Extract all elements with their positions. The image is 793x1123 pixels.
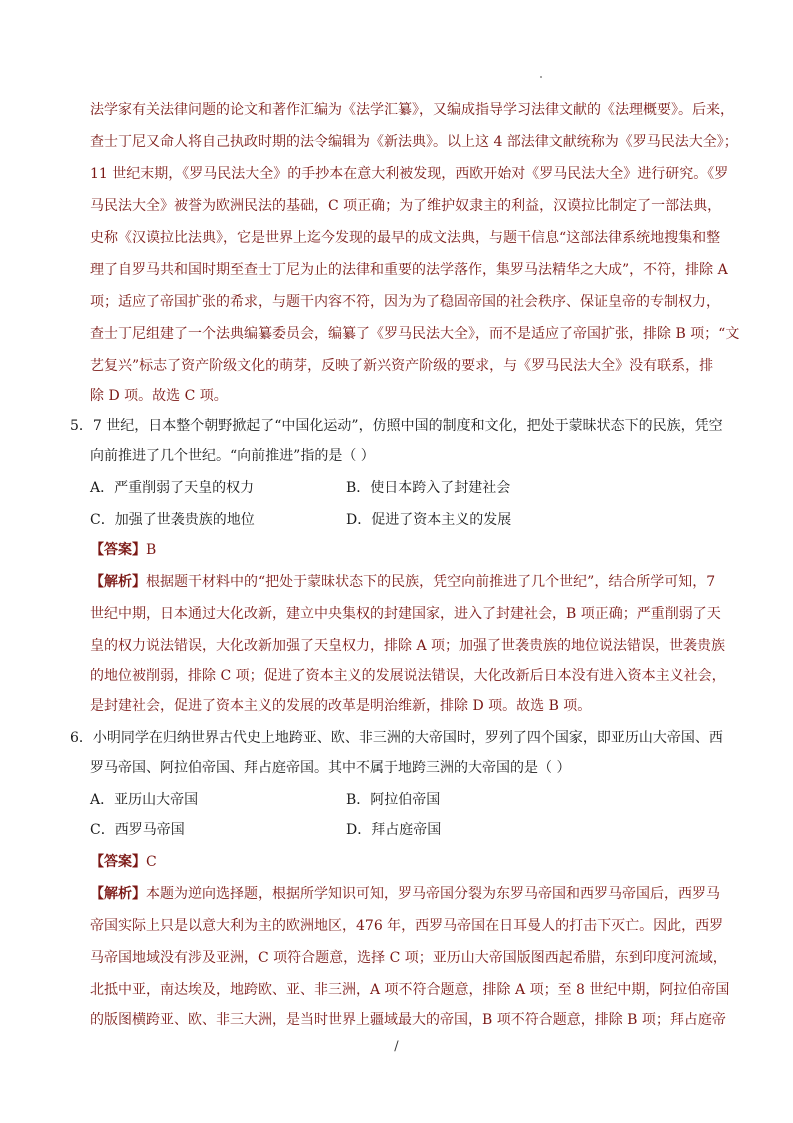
analysis-line: 皇的权力说法错误，大化改新加强了天皇权力，排除 A 项；加强了世袭贵族的地位说法错误，世袭贵族 [90, 638, 726, 654]
question-6-stem: 6．小明同学在归纳世界古代史上地跨亚、欧、非三洲的大帝国时，罗列了四个国家，即亚历山大帝国、西 [70, 730, 723, 746]
analysis-label: 【解析】 [90, 886, 146, 902]
question-5-analysis [90, 572, 740, 592]
paragraph-line: 11 世纪末期，《罗马民法大全》的手抄本在意大利被发现，西欧开始对《罗马民法大全》进行研究。《罗 [90, 166, 729, 182]
paragraph-line: 史称《汉谟拉比法典》，它是世界上迄今发现的最早的成文法典，与题干信息“这部法律系统地搜集和整 [90, 230, 721, 246]
paragraph-line: 理了自罗马共和国时期至查士丁尼为止的法律和重要的法学落作，集罗马法精华之大成”，不符，排除 A [90, 262, 728, 278]
paragraph-line: 马民法大全》被誉为欧洲民法的基础，C 项正确；为了维护奴隶主的利益，汉谟拉比制定了一部法典， [90, 198, 722, 214]
question-6-option-a: A．亚历山大帝国 [90, 792, 199, 808]
question-6-analysis [90, 884, 740, 904]
page-footer: / [394, 1039, 399, 1054]
question-5-stem: 向前推进了几个世纪。“向前推进”指的是（ ） [90, 448, 375, 464]
analysis-line: 的地位被削弱，排除 C 项；促进了资本主义的发展说法错误，大化改新后日本没有进入资本主义社会， [90, 668, 726, 684]
paragraph-line: 除 D 项。故选 C 项。 [90, 388, 228, 404]
analysis-line: 帝国实际上只是以意大利为主的欧洲地区，476 年，西罗马帝国在日耳曼人的打击下灭亡。因此，西罗 [90, 918, 724, 934]
question-6-option-d: D．拜占庭帝国 [346, 822, 442, 838]
question-5-option-a: A．严重削弱了天皇的权力 [90, 480, 255, 496]
analysis-line: 马帝国地域没有涉及亚洲，C 项符合题意，选择 C 项；亚历山大帝国版图西起希腊，东到印度河流域， [90, 950, 727, 966]
answer-value: C [146, 854, 157, 870]
paragraph-line: 法学家有关法律问题的论文和著作汇编为《法学汇纂》，又编成指导学习法律文献的《法理概要》。后来， [90, 102, 734, 118]
paragraph-line: 查士丁尼组建了一个法典编纂委员会，编纂了《罗马民法大全》，而不是适应了帝国扩张，排除 B 项；“文 [90, 326, 740, 342]
paragraph-line: 查士丁尼又命人将自己执政时期的法令编辑为《新法典》。以上这 4 部法律文献统称为《罗马民法大全》； [90, 134, 738, 150]
analysis-line: 是封建社会，促进了资本主义的发展的改革是明治维新，排除 D 项。故选 B 项。 [90, 698, 592, 714]
question-6-stem: 罗马帝国、阿拉伯帝国、拜占庭帝国。其中不属于地跨三洲的大帝国的是（ ） [90, 760, 571, 776]
paragraph-line: 艺复兴”标志了资产阶级文化的萌芽，反映了新兴资产阶级的要求，与《罗马民法大全》没有联系，排 [90, 358, 714, 374]
question-5-option-d: D．促进了资本主义的发展 [346, 512, 512, 528]
analysis-label: 【解析】 [90, 574, 146, 590]
question-6-option-b: B．阿拉伯帝国 [346, 792, 441, 808]
question-5-answer [90, 540, 740, 560]
answer-value: B [146, 542, 157, 558]
scan-dot [540, 76, 542, 78]
paragraph-line: 项；适应了帝国扩张的希求，与题干内容不符，因为为了稳固帝国的社会秩序、保证皇帝的专制权力， [90, 294, 720, 310]
question-6-answer [90, 852, 740, 872]
analysis-text: 本题为逆向选择题，根据所学知识可知，罗马帝国分裂为东罗马帝国和西罗马帝国后，西罗马 [146, 886, 720, 902]
question-5-option-c: C．加强了世袭贵族的地位 [90, 512, 255, 528]
analysis-line: 北抵中亚，南达埃及，地跨欧、亚、非三洲，A 项不符合题意，排除 A 项；至 8 世纪中期，阿拉伯帝国 [90, 982, 730, 998]
analysis-line: 的版图横跨亚、欧、非三大洲，是当时世界上疆域最大的帝国，B 项不符合题意，排除 B 项；拜占庭帝 [90, 1012, 726, 1028]
analysis-text: 根据题干材料中的“把处于蒙昧状态下的民族，凭空向前推进了几个世纪”，结合所学可知，7 [146, 574, 716, 590]
answer-label: 【答案】 [90, 542, 146, 558]
question-5-option-b: B．使日本跨入了封建社会 [346, 480, 511, 496]
analysis-line: 世纪中期，日本通过大化改新，建立中央集权的封建国家，进入了封建社会，B 项正确；严重削弱了天 [90, 606, 721, 622]
question-5-stem: 5．7 世纪，日本整个朝野掀起了“中国化运动”，仿照中国的制度和文化，把处于蒙昧状态下的民族，凭空 [70, 418, 723, 434]
answer-label: 【答案】 [90, 854, 146, 870]
question-6-option-c: C．西罗马帝国 [90, 822, 185, 838]
